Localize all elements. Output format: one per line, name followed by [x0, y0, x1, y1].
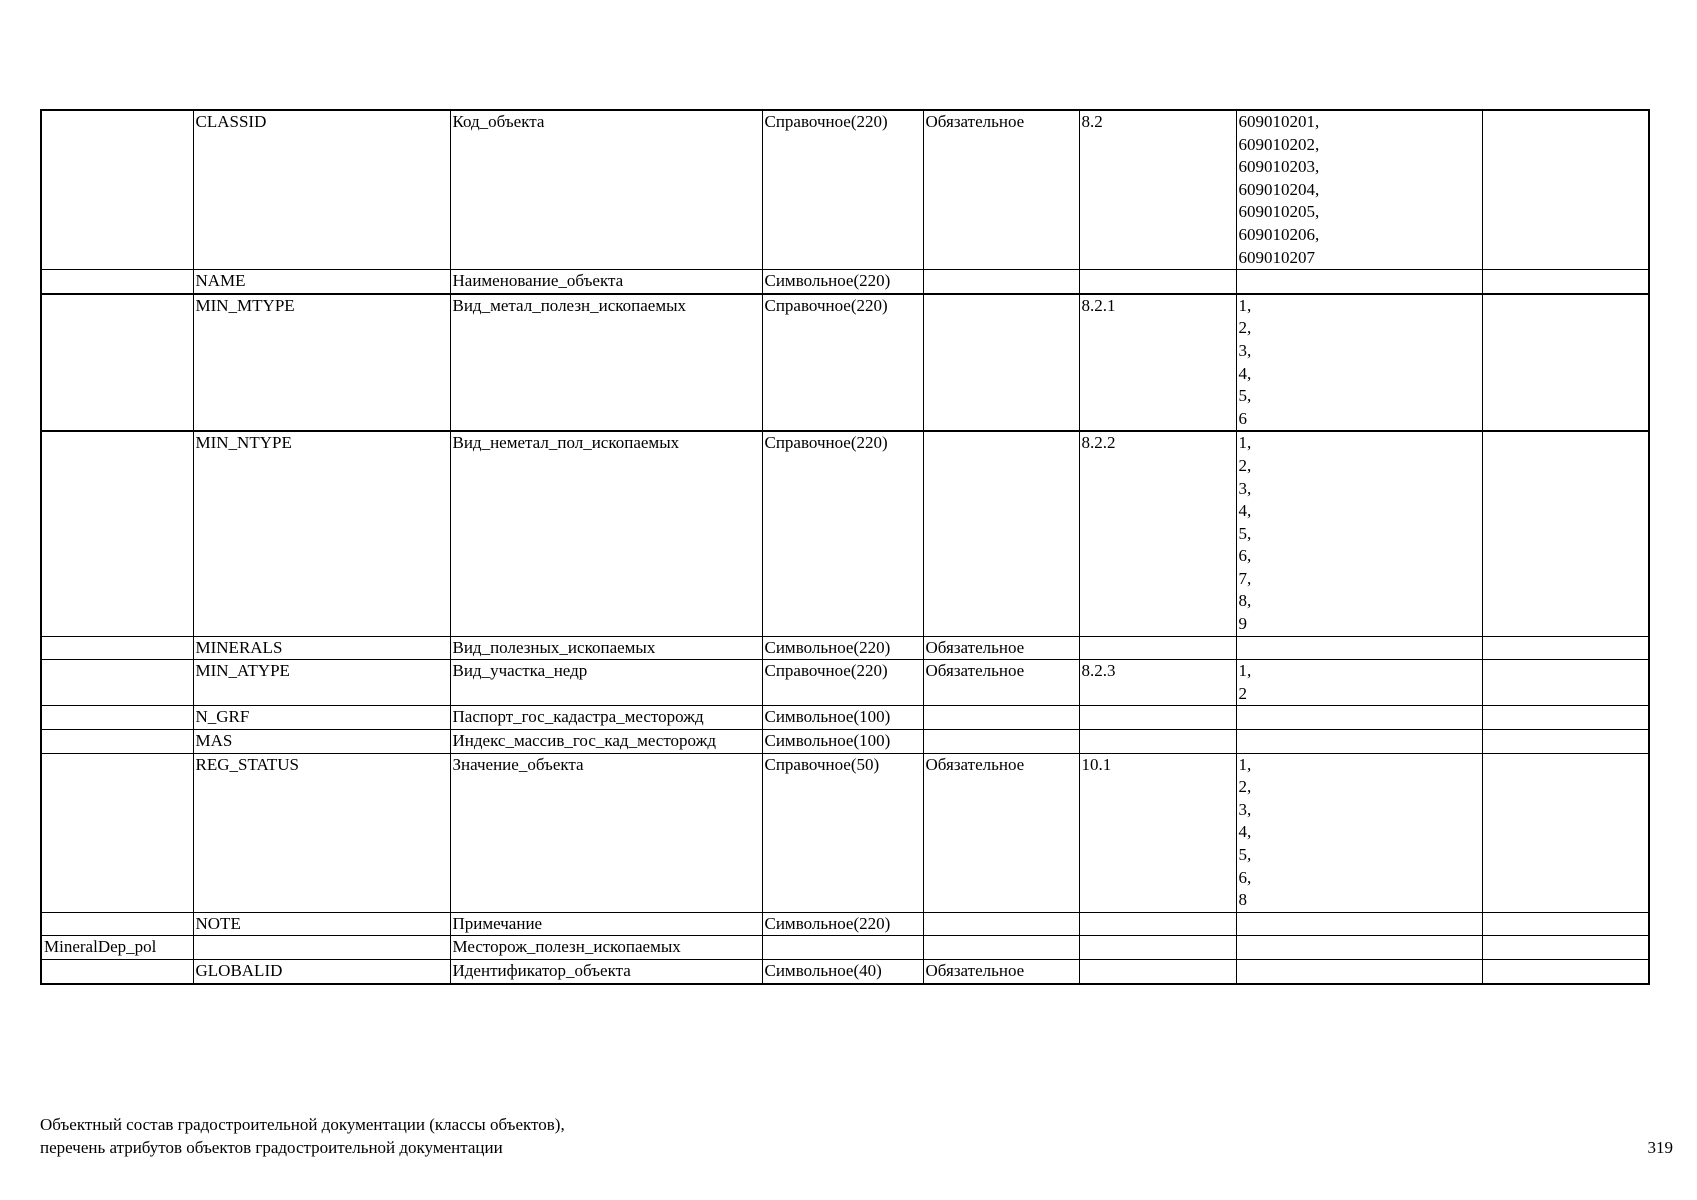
class-name-cell — [41, 636, 193, 660]
value-item: 2, — [1238, 455, 1252, 475]
field-name-cell: MAS — [193, 730, 450, 754]
field-alias-cell: Примечание — [450, 912, 762, 936]
class-name-cell — [41, 912, 193, 936]
class-name-cell — [41, 660, 193, 706]
required-cell — [923, 706, 1079, 730]
class-name-cell — [41, 110, 193, 270]
value-item: 8 — [1238, 890, 1247, 910]
required-cell: Обязательное — [923, 660, 1079, 706]
value-item: 1, — [1238, 295, 1252, 315]
reference-cell — [1079, 270, 1236, 294]
table-row — [41, 730, 1649, 754]
table-row — [41, 912, 1649, 936]
field-type-cell: Символьное(220) — [762, 636, 923, 660]
field-type-cell: Символьное(100) — [762, 706, 923, 730]
field-alias-cell: Паспорт_гос_кадастра_месторожд — [450, 706, 762, 730]
value-item: 6, — [1238, 867, 1252, 887]
note-cell — [1482, 936, 1649, 960]
class-name-cell — [41, 753, 193, 912]
reference-cell: 8.2 — [1079, 110, 1236, 270]
value-item: 3, — [1238, 478, 1252, 498]
note-cell — [1482, 959, 1649, 983]
values-cell — [1236, 730, 1482, 754]
field-type-cell: Справочное(220) — [762, 294, 923, 432]
table-row — [41, 294, 1649, 432]
required-cell — [923, 294, 1079, 432]
page-number: 319 — [1647, 1138, 1673, 1157]
field-type-cell: Справочное(50) — [762, 753, 923, 912]
value-item: 5, — [1238, 845, 1252, 864]
page-footer — [40, 1113, 565, 1159]
values-cell — [1236, 753, 1482, 912]
value-item: 1, — [1238, 661, 1252, 681]
required-cell: Обязательное — [923, 959, 1079, 983]
value-item: 4, — [1238, 501, 1252, 521]
field-name-cell: MIN_MTYPE — [193, 294, 450, 432]
field-name-cell: CLASSID — [193, 110, 450, 270]
field-alias-cell: Вид_полезных_ископаемых — [450, 636, 762, 660]
field-name-cell — [193, 936, 450, 960]
values-cell — [1236, 110, 1482, 270]
value-item: 609010204, — [1238, 179, 1320, 199]
value-item: 1, — [1238, 754, 1252, 774]
required-cell — [923, 730, 1079, 754]
note-cell — [1482, 431, 1649, 636]
class-name-cell — [41, 959, 193, 983]
field-type-cell: Символьное(220) — [762, 270, 923, 294]
reference-cell — [1079, 912, 1236, 936]
required-cell: Обязательное — [923, 636, 1079, 660]
field-alias-cell: Код_объекта — [450, 110, 762, 270]
field-name-cell: MIN_ATYPE — [193, 660, 450, 706]
value-item: 5, — [1238, 386, 1252, 406]
field-alias-cell: Индекс_массив_гос_кад_месторожд — [450, 730, 762, 754]
table-row — [41, 431, 1649, 636]
field-name-cell: MIN_NTYPE — [193, 431, 450, 636]
field-name-cell: N_GRF — [193, 706, 450, 730]
required-cell: Обязательное — [923, 110, 1079, 270]
reference-cell: 10.1 — [1079, 753, 1236, 912]
reference-cell — [1079, 706, 1236, 730]
value-item: 3, — [1238, 340, 1252, 360]
reference-cell — [1079, 730, 1236, 754]
value-item: 2, — [1238, 318, 1252, 338]
note-cell — [1482, 294, 1649, 432]
required-cell — [923, 431, 1079, 636]
value-item: 609010202, — [1238, 134, 1320, 154]
value-item: 609010203, — [1238, 157, 1320, 177]
table-row — [41, 753, 1649, 912]
field-type-cell: Справочное(220) — [762, 660, 923, 706]
value-item: 6, — [1238, 546, 1252, 566]
required-cell — [923, 912, 1079, 936]
reference-cell — [1079, 636, 1236, 660]
note-cell — [1482, 636, 1649, 660]
values-cell — [1236, 660, 1482, 706]
field-alias-cell: Вид_участка_недр — [450, 660, 762, 706]
table-row — [41, 636, 1649, 660]
value-item: 1, — [1238, 433, 1252, 453]
values-cell — [1236, 636, 1482, 660]
values-cell — [1236, 270, 1482, 294]
class-name-cell — [41, 431, 193, 636]
value-item: 5, — [1238, 523, 1252, 543]
field-type-cell: Символьное(100) — [762, 730, 923, 754]
value-item: 609010201, — [1238, 112, 1320, 131]
values-cell — [1236, 431, 1482, 636]
field-type-cell: Справочное(220) — [762, 110, 923, 270]
field-alias-cell: Месторож_полезн_ископаемых — [450, 936, 762, 960]
values-cell — [1236, 912, 1482, 936]
class-name-cell — [41, 706, 193, 730]
note-cell — [1482, 270, 1649, 294]
values-cell — [1236, 294, 1482, 432]
value-item: 4, — [1238, 822, 1252, 842]
values-cell — [1236, 936, 1482, 960]
value-item: 6 — [1238, 408, 1247, 428]
values-cell — [1236, 959, 1482, 983]
attributes-table — [40, 109, 1650, 985]
reference-cell: 8.2.2 — [1079, 431, 1236, 636]
required-cell — [923, 936, 1079, 960]
table-row — [41, 936, 1649, 960]
value-item: 609010205, — [1238, 202, 1320, 222]
table-row — [41, 110, 1649, 270]
note-cell — [1482, 730, 1649, 754]
table-row — [41, 959, 1649, 983]
field-alias-cell: Наименование_объекта — [450, 270, 762, 294]
table-row — [41, 270, 1649, 294]
table-row — [41, 706, 1649, 730]
required-cell: Обязательное — [923, 753, 1079, 912]
value-item: 609010207 — [1238, 247, 1315, 267]
note-cell — [1482, 110, 1649, 270]
footer-line-1: Объектный состав градостроительной документации (классы объектов), — [40, 1115, 565, 1134]
field-type-cell: Символьное(40) — [762, 959, 923, 983]
field-name-cell: MINERALS — [193, 636, 450, 660]
value-item: 609010206, — [1238, 224, 1320, 244]
field-name-cell: REG_STATUS — [193, 753, 450, 912]
field-type-cell — [762, 936, 923, 960]
note-cell — [1482, 912, 1649, 936]
reference-cell — [1079, 936, 1236, 960]
value-item: 2, — [1238, 777, 1252, 797]
note-cell — [1482, 660, 1649, 706]
footer-line-2: перечень атрибутов объектов градостроительной документации — [40, 1138, 503, 1157]
field-name-cell: NOTE — [193, 912, 450, 936]
field-alias-cell: Идентификатор_объекта — [450, 959, 762, 983]
field-name-cell: NAME — [193, 270, 450, 294]
class-name-cell: MineralDep_pol — [41, 936, 193, 960]
table-body — [41, 110, 1649, 984]
field-alias-cell: Вид_метал_полезн_ископаемых — [450, 294, 762, 432]
table-row — [41, 660, 1649, 706]
note-cell — [1482, 706, 1649, 730]
reference-cell: 8.2.3 — [1079, 660, 1236, 706]
value-item: 8, — [1238, 591, 1252, 611]
class-name-cell — [41, 294, 193, 432]
value-item: 4, — [1238, 363, 1252, 383]
note-cell — [1482, 753, 1649, 912]
values-cell — [1236, 706, 1482, 730]
field-type-cell: Символьное(220) — [762, 912, 923, 936]
field-name-cell: GLOBALID — [193, 959, 450, 983]
value-item: 7, — [1238, 568, 1252, 588]
class-name-cell — [41, 270, 193, 294]
class-name-cell — [41, 730, 193, 754]
value-item: 2 — [1238, 683, 1247, 703]
field-type-cell: Справочное(220) — [762, 431, 923, 636]
field-alias-cell: Значение_объекта — [450, 753, 762, 912]
value-item: 9 — [1238, 614, 1247, 634]
field-alias-cell: Вид_неметал_пол_ископаемых — [450, 431, 762, 636]
reference-cell — [1079, 959, 1236, 983]
value-item: 3, — [1238, 799, 1252, 819]
reference-cell: 8.2.1 — [1079, 294, 1236, 432]
required-cell — [923, 270, 1079, 294]
